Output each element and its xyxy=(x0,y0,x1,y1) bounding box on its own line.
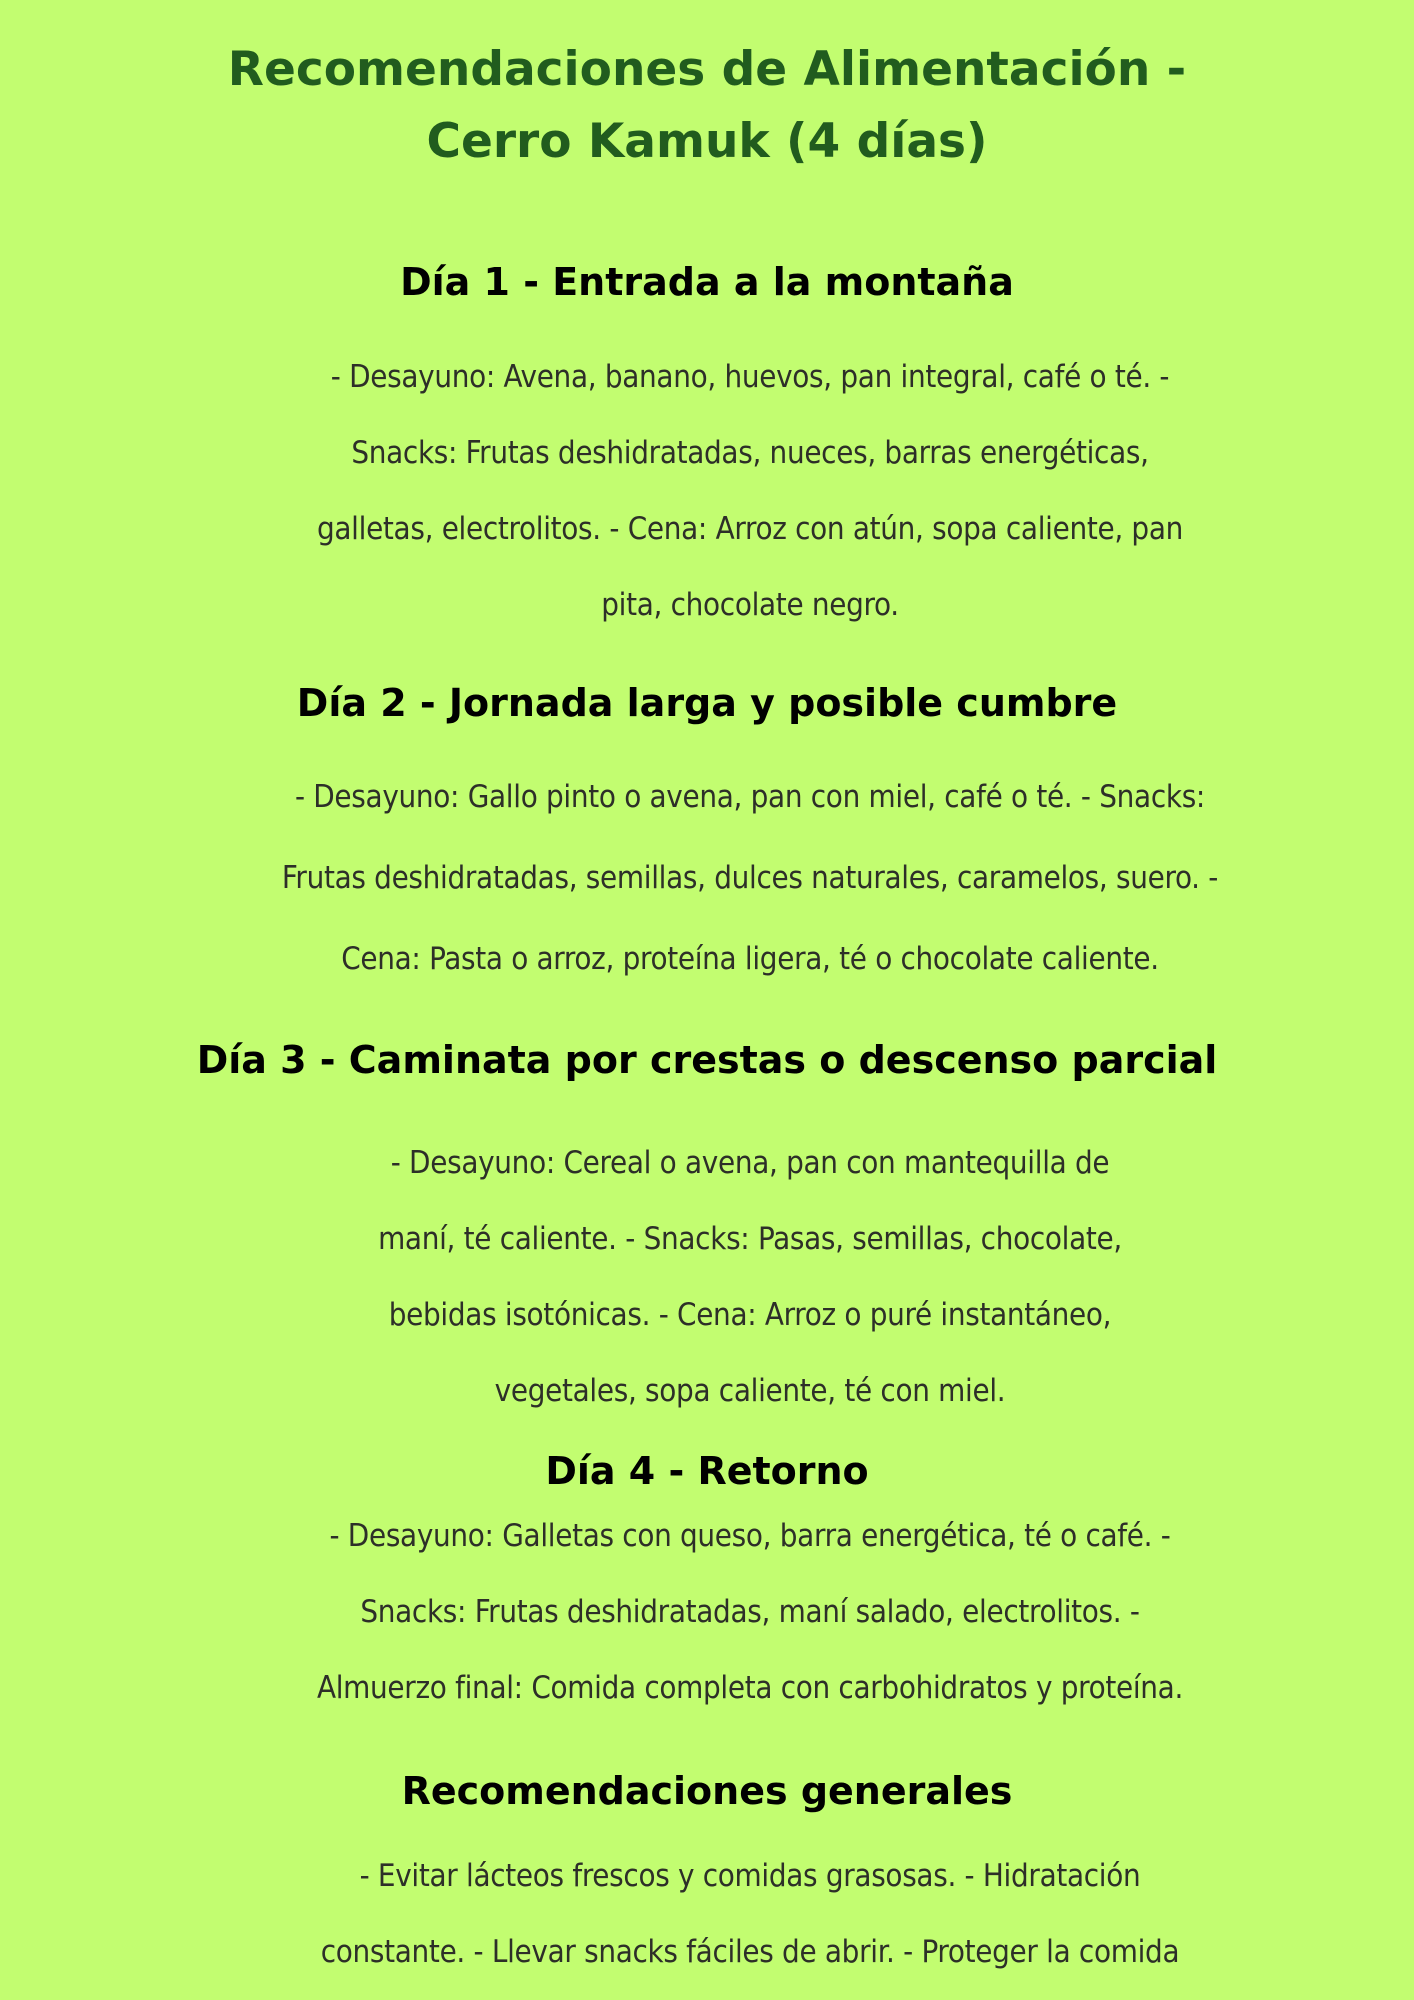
day-4-text xyxy=(200,1498,1300,1726)
day-4-line: - Desayuno: Galletas con queso, barra energética, té o café. - xyxy=(329,1518,1171,1554)
day-4-line: Almuerzo final: Comida completa con carbohidratos y proteína. xyxy=(316,1670,1184,1706)
day-2-heading: Día 2 - Jornada larga y posible cumbre xyxy=(296,681,1118,725)
day-3-heading: Día 3 - Caminata por crestas o descenso parcial xyxy=(196,1038,1218,1082)
day-2-line: Frutas deshidratadas, semillas, dulces naturales, caramelos, suero. - xyxy=(281,860,1219,896)
day-4-heading: Día 4 - Retorno xyxy=(545,1449,869,1493)
general-recommendations-text xyxy=(250,1838,1250,1990)
day-3-line: maní, té caliente. - Snacks: Pasas, semillas, chocolate, xyxy=(378,1221,1122,1257)
day-3-line: bebidas isotónicas. - Cena: Arroz o puré instantáneo, xyxy=(388,1297,1112,1333)
day-1-heading: Día 1 - Entrada a la montaña xyxy=(400,260,1014,304)
day-1-text xyxy=(200,339,1300,643)
day-1-line: - Desayuno: Avena, banano, huevos, pan integral, café o té. - xyxy=(330,359,1170,395)
day-1-line: pita, chocolate negro. xyxy=(601,587,899,623)
page-title xyxy=(0,34,1414,178)
day-4-line: Snacks: Frutas deshidratadas, maní salado, electrolitos. - xyxy=(360,1594,1140,1630)
day-2-line: Cena: Pasta o arroz, proteína ligera, té o chocolate caliente. xyxy=(341,941,1159,977)
day-2-line: - Desayuno: Gallo pinto o avena, pan con miel, café o té. - Snacks: xyxy=(294,779,1206,815)
day-3-line: - Desayuno: Cereal o avena, pan con mantequilla de xyxy=(390,1145,1110,1181)
day-1-line: Snacks: Frutas deshidratadas, nueces, barras energéticas, xyxy=(351,435,1149,471)
general-recommendations-line: - Evitar lácteos frescos y comidas grasosas. - Hidratación xyxy=(359,1858,1141,1894)
page-title-line-2: Cerro Kamuk (4 días) xyxy=(426,114,988,169)
general-recommendations-line: constante. - Llevar snacks fáciles de abrir. - Proteger la comida xyxy=(320,1934,1180,1970)
page-title-line-1: Recomendaciones de Alimentación - xyxy=(227,42,1187,97)
day-3-text xyxy=(200,1125,1300,1429)
general-recommendations-heading: Recomendaciones generales xyxy=(401,1769,1013,1813)
day-3-line: vegetales, sopa caliente, té con miel. xyxy=(494,1373,1006,1409)
day-2-text xyxy=(150,757,1350,1000)
day-1-line: galletas, electrolitos. - Cena: Arroz con atún, sopa caliente, pan xyxy=(316,511,1184,547)
